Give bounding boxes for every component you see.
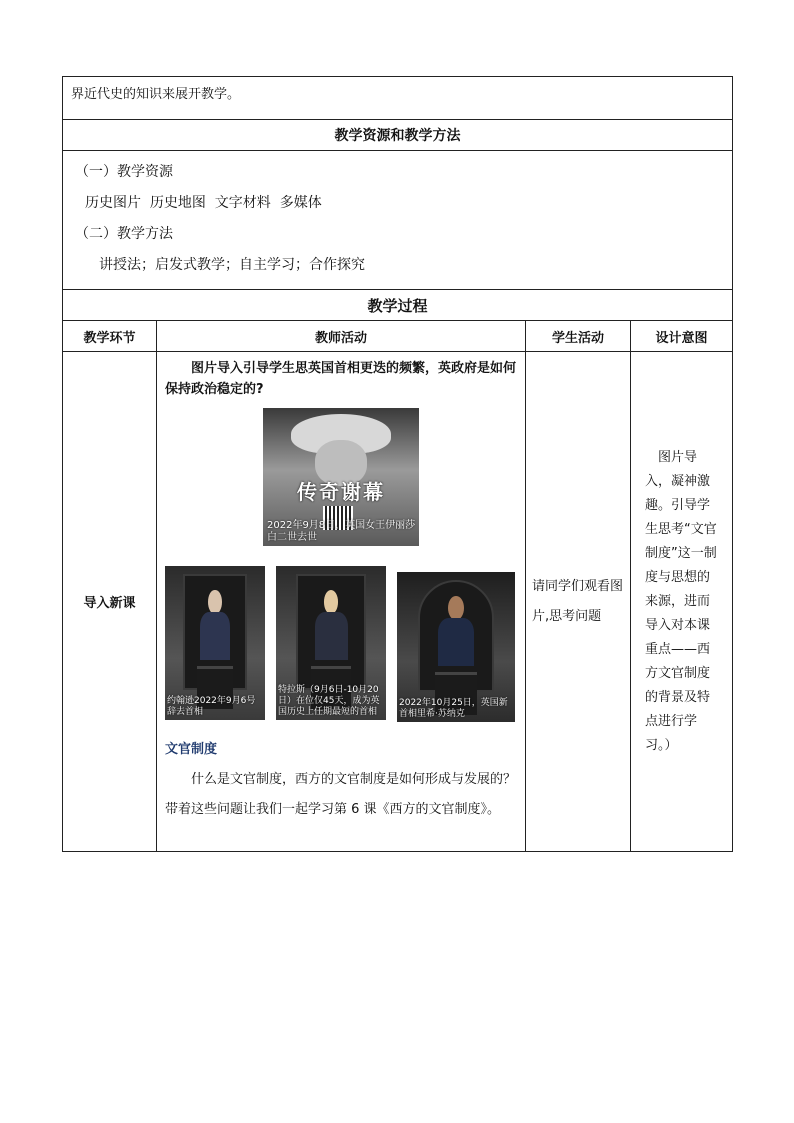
design-intent-cell [631, 352, 733, 852]
truss-caption: 特拉斯（9月6日-10月20日）在位仅45天，成为英国历史上任期最短的首相 [278, 685, 380, 717]
process-row [63, 352, 733, 852]
resources-cell [63, 151, 733, 290]
section-title: 文官制度 [165, 742, 218, 757]
lesson-plan-page [62, 76, 732, 852]
column-header-student: 学生活动 [526, 321, 631, 352]
person-head [208, 590, 221, 614]
queen-photo-title: 传奇谢幕 [297, 480, 385, 504]
sunak-caption: 2022年10月25日，英国新首相里希·苏纳克 [399, 698, 508, 719]
johnson-caption: 约翰逊2022年9月6号辞去首相 [167, 696, 256, 717]
teacher-activity-cell [157, 352, 526, 852]
person-head [448, 596, 464, 620]
resources-items: 历史图片 历史地图 文字材料 多媒体 [85, 195, 322, 211]
resources-heading-row [63, 120, 733, 151]
resources-row [63, 151, 733, 290]
prime-minister-photos [165, 566, 517, 722]
queen-photo [263, 408, 419, 546]
teacher-paragraph: 什么是文官制度，西方的文官制度是如何形成与发展的？带着这些问题让我们一起学习第 6 课《西方的文官制度》。 [165, 772, 517, 817]
sunak-photo [397, 572, 515, 722]
person-figure [438, 596, 473, 666]
column-header-teacher: 教师活动 [157, 321, 526, 352]
process-heading: 教学过程 [63, 290, 733, 321]
person-body [200, 612, 230, 660]
column-header-stage: 教学环节 [63, 321, 157, 352]
truss-photo [276, 566, 386, 720]
queen-photo-caption: 2022年9月8日，英国女王伊丽莎白二世去世 [267, 520, 416, 543]
person-body [315, 612, 348, 660]
student-activity-cell: 请同学们观看图片,思考问题 [526, 352, 631, 852]
teacher-question: 图片导入引导学生思英国首相更迭的频繁，英政府是如何保持政治稳定的? [165, 361, 517, 397]
lesson-plan-table [62, 76, 733, 852]
stage-cell: 导入新课 [63, 352, 157, 852]
person-head [324, 590, 339, 614]
resources-heading: 教学资源和教学方法 [63, 120, 733, 151]
resources-label: （一）教学资源 [75, 164, 173, 180]
methods-items: 讲授法；启发式教学；自主学习；合作探究 [99, 257, 365, 273]
column-header-row [63, 321, 733, 352]
person-figure [315, 590, 348, 660]
design-intent-text: 图片导入，凝神激趣。引导学生思考“文官制度”这一制度与思想的来源，进而导入对本课重点——西方文官制度的背景及特点进行学习。） [645, 449, 717, 753]
intro-text: 界近代史的知识来展开教学。 [63, 77, 733, 120]
person-figure [200, 590, 230, 660]
intro-row [63, 77, 733, 120]
column-header-design: 设计意图 [631, 321, 733, 352]
methods-label: （二）教学方法 [75, 226, 173, 242]
person-body [438, 618, 473, 666]
process-heading-row [63, 290, 733, 321]
johnson-photo [165, 566, 265, 720]
